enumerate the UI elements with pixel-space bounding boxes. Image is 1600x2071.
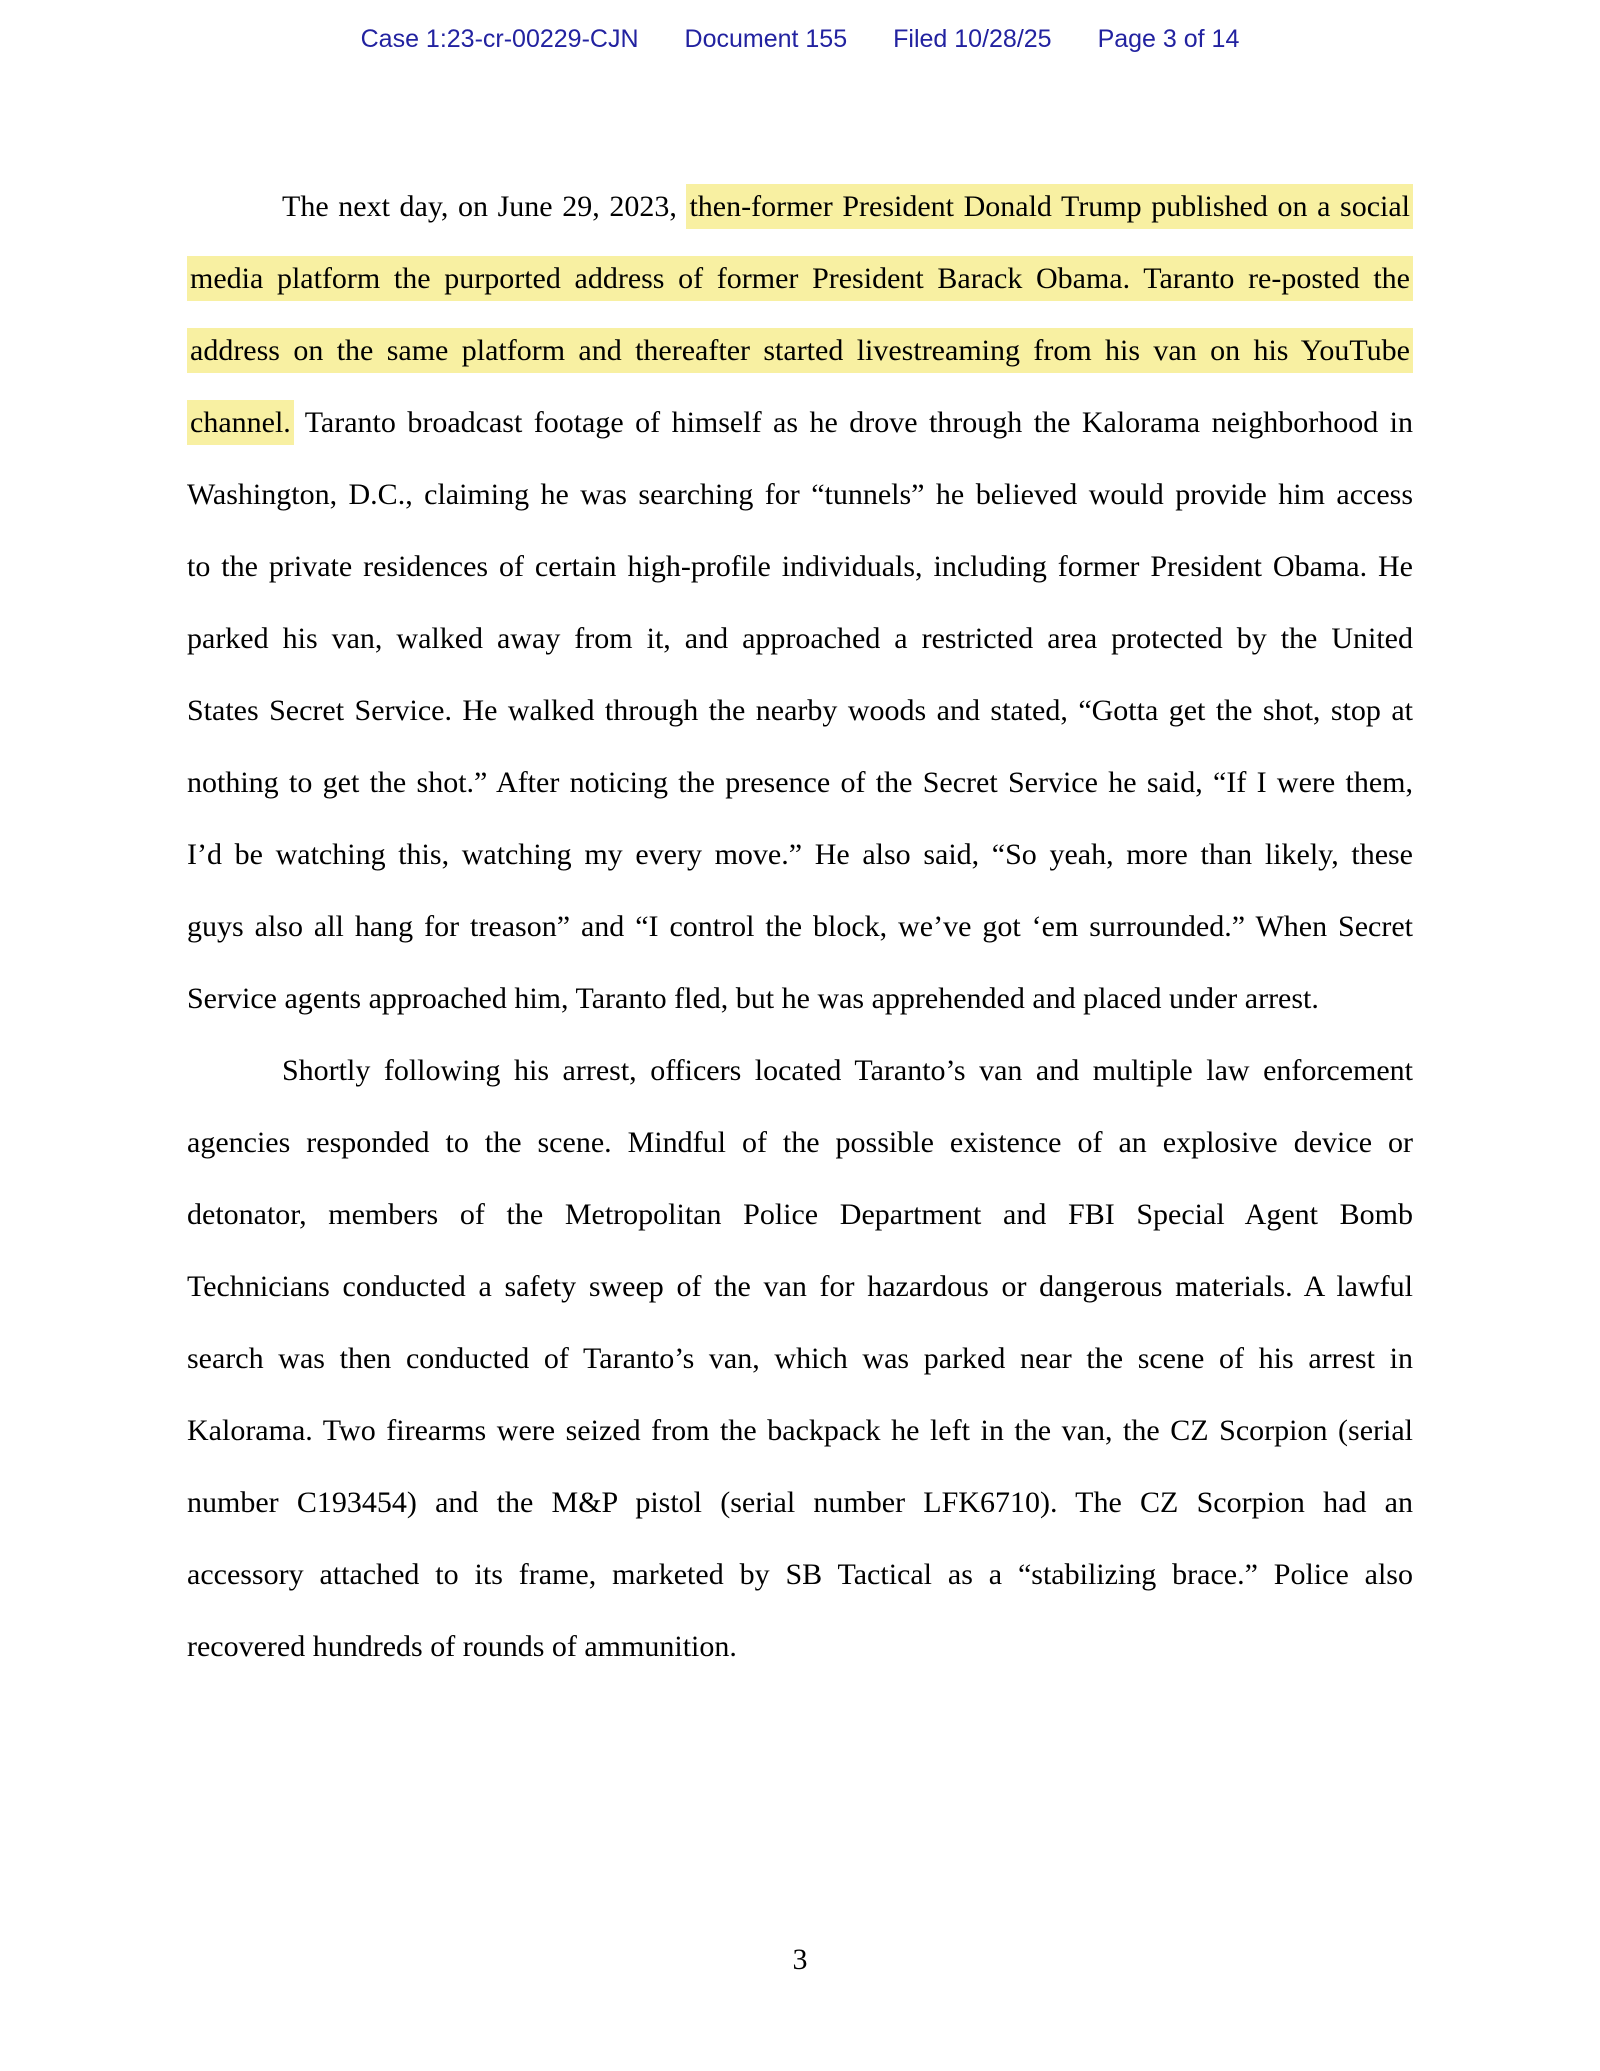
text-segment: number C193454) and the M&P pistol (serial number LFK6710). The CZ Scorpion had an [187,1486,1413,1519]
text-segment: detonator, members of the Metropolitan Police Department and FBI Special Agent Bomb [187,1198,1413,1231]
body-line [187,1107,1413,1179]
body-line [187,1251,1413,1323]
text-segment: Taranto broadcast footage of himself as he drove through the Kalorama neighborhood in [293,406,1413,439]
text-segment: parked his van, walked away from it, and approached a restricted area protected by the United [187,622,1413,655]
body-line [187,891,1413,963]
body-line [187,1323,1413,1395]
body-line [187,675,1413,747]
text-segment: Washington, D.C., claiming he was searching for “tunnels” he believed would provide him access [187,478,1413,511]
body-line [187,171,1413,243]
highlighted-text: media platform the purported address of former President Barack Obama. Taranto re-posted the [187,256,1413,301]
highlighted-text: channel. [187,400,294,445]
body-line [187,1611,1413,1683]
text-segment: Technicians conducted a safety sweep of the van for hazardous or dangerous materials. A lawful [187,1270,1413,1303]
body-line [187,1467,1413,1539]
text-segment: I’d be watching this, watching my every move.” He also said, “So yeah, more than likely, these [187,838,1413,871]
text-segment: accessory attached to its frame, marketed by SB Tactical as a “stabilizing brace.” Police also [187,1558,1413,1591]
body-line [187,1539,1413,1611]
text-segment: to the private residences of certain high-profile individuals, including former President Obama. He [187,550,1413,583]
body-line [187,819,1413,891]
header-filed-date: Filed 10/28/25 [893,25,1052,53]
body-line [187,1395,1413,1467]
body-line [187,531,1413,603]
body-line [187,315,1413,387]
header-page-indicator: Page 3 of 14 [1097,25,1240,53]
text-segment: The next day, on June 29, 2023, [282,190,687,223]
body-line [187,459,1413,531]
text-segment: nothing to get the shot.” After noticing the presence of the Secret Service he said, “If I were them, [187,766,1413,799]
text-segment: Shortly following his arrest, officers located Taranto’s van and multiple law enforcement [282,1054,1413,1087]
text-segment: guys also all hang for treason” and “I control the block, we’ve got ‘em surrounded.” When Secret [187,910,1413,943]
body-line [187,1035,1413,1107]
body-line [187,603,1413,675]
header-document-number: Document 155 [684,25,848,53]
document-body [187,171,1413,1683]
text-segment: Service agents approached him, Taranto fled, but he was apprehended and placed under arrest. [187,982,1319,1015]
cmecf-stamp-header [0,24,1600,54]
page-number: 3 [792,1943,808,1976]
body-line [187,243,1413,315]
body-line [187,1179,1413,1251]
text-segment: recovered hundreds of rounds of ammunition. [187,1630,737,1663]
highlighted-text: address on the same platform and thereafter started livestreaming from his van on his YouTube [187,328,1413,373]
body-line [187,387,1413,459]
header-case-number: Case 1:23-cr-00229-CJN [360,25,639,53]
text-segment: search was then conducted of Taranto’s van, which was parked near the scene of his arrest in [187,1342,1413,1375]
text-segment: agencies responded to the scene. Mindful of the possible existence of an explosive device or [187,1126,1413,1159]
text-segment: Kalorama. Two firearms were seized from the backpack he left in the van, the CZ Scorpion (serial [187,1414,1413,1447]
text-segment: States Secret Service. He walked through the nearby woods and stated, “Gotta get the shot, stop at [187,694,1413,727]
highlighted-text: then-former President Donald Trump published on a social [686,184,1413,229]
body-line [187,963,1413,1035]
body-line [187,747,1413,819]
